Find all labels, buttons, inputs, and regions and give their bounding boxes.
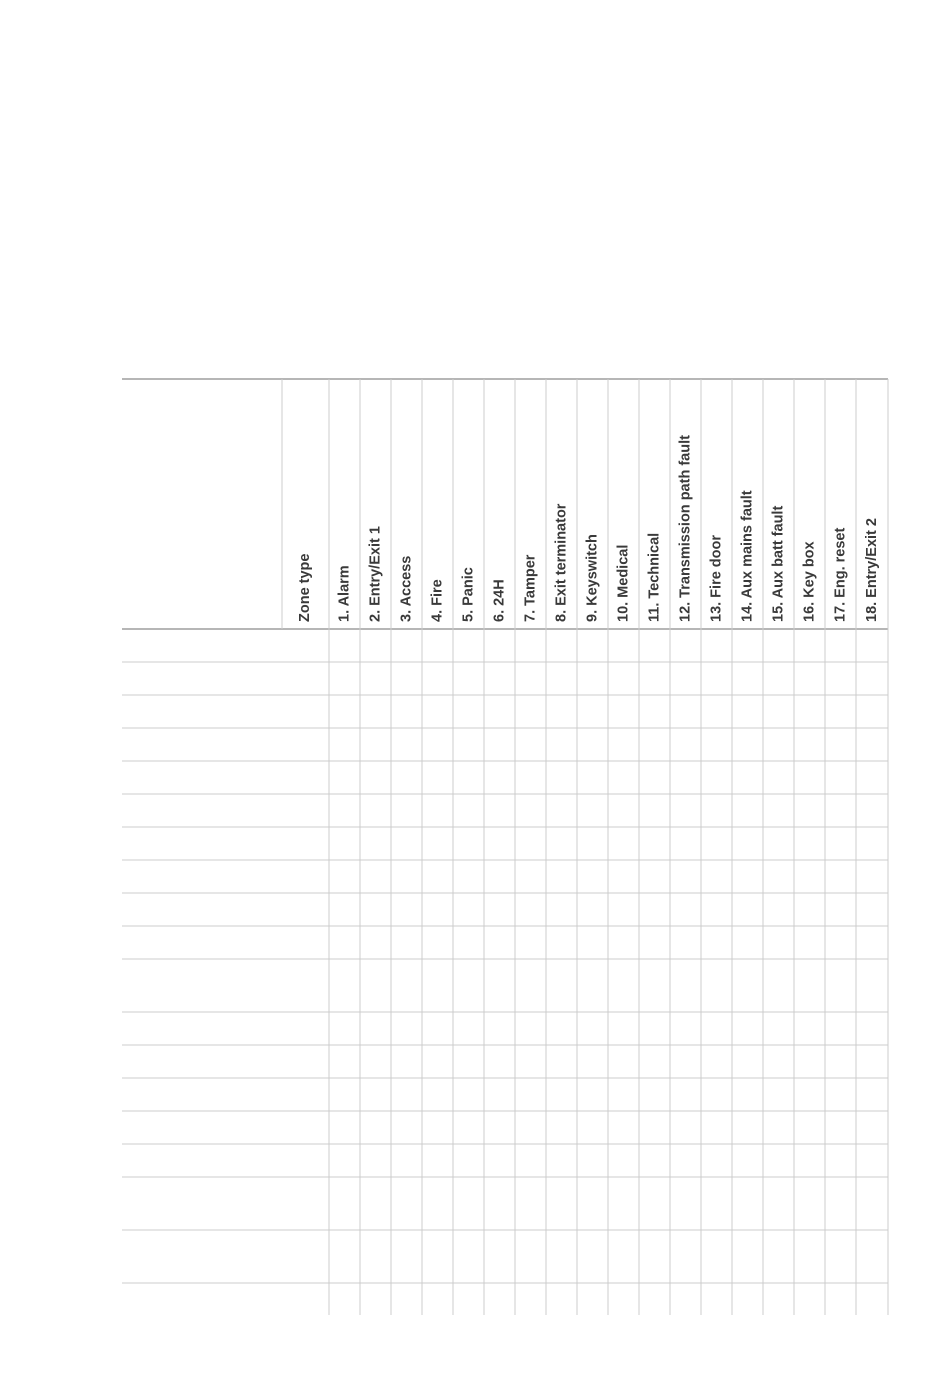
column-headers (297, 435, 880, 622)
column-header: 7. Tamper (522, 554, 539, 622)
column-header: 5. Panic (460, 567, 477, 622)
column-header: 15. Aux batt fault (770, 505, 787, 622)
zone-type-header: Zone type (296, 553, 313, 622)
column-header: 10. Medical (615, 544, 632, 622)
column-header: 4. Fire (429, 579, 446, 622)
column-header: 12. Transmission path fault (677, 435, 694, 622)
column-header: 1. Alarm (336, 565, 353, 622)
column-header: 9. Keyswitch (584, 534, 601, 622)
column-header: 3. Access (398, 555, 415, 622)
column-header: 16. Key box (801, 541, 818, 622)
column-header: 6. 24H (491, 579, 508, 622)
column-header: 18. Entry/Exit 2 (863, 518, 880, 622)
column-header: 17. Eng. reset (832, 527, 849, 622)
column-header: 13. Fire door (708, 534, 725, 622)
column-header: 2. Entry/Exit 1 (367, 526, 384, 622)
column-header: 8. Exit terminator (553, 503, 570, 622)
column-header: 11. Technical (646, 532, 663, 622)
column-header: 14. Aux mains fault (739, 490, 756, 622)
